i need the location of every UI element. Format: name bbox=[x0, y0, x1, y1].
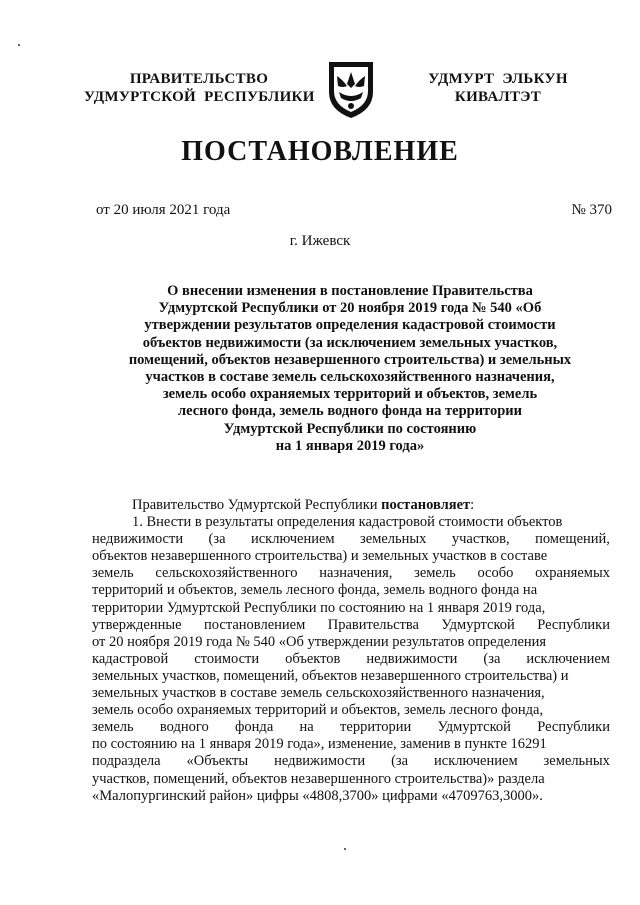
body-line: территории Удмуртской Республики по состоянию на 1 января 2019 года, bbox=[92, 599, 546, 616]
body-word: водного bbox=[159, 719, 209, 736]
intro-suffix: : bbox=[470, 497, 475, 513]
body-line bbox=[92, 753, 610, 770]
body-line: объектов незавершенного строительства) и земельных участков в составе bbox=[92, 548, 548, 565]
body-word: Республики bbox=[537, 719, 610, 736]
body-word: стоимости bbox=[194, 650, 260, 667]
body-word: земельных bbox=[360, 531, 427, 548]
subject-line: земель особо охраняемых территорий и объектов, земель bbox=[162, 386, 538, 403]
body-word: утвержденные bbox=[92, 616, 182, 633]
subject-line: лесного фонда, земель водного фонда на территории bbox=[177, 403, 523, 420]
body-line: 1. Внести в результаты определения кадастровой стоимости объектов bbox=[132, 514, 563, 531]
body-line: земельных участков в составе земель сельскохозяйственного назначения, bbox=[92, 685, 545, 702]
subject-line: Удмуртской Республики от 20 ноября 2019 года № 540 «Об bbox=[158, 300, 542, 317]
body-word: исключением bbox=[250, 531, 335, 548]
subject-line: на 1 января 2019 года» bbox=[275, 437, 425, 454]
body-word: Удмуртской bbox=[441, 616, 515, 633]
body-word: объектов bbox=[285, 650, 341, 667]
body-word: (за bbox=[483, 650, 501, 667]
subject-line: помещений, объектов незавершенного строительства) и земельных bbox=[128, 351, 572, 368]
scan-speck bbox=[344, 848, 346, 850]
body-word: кадастровой bbox=[92, 650, 169, 667]
header-right-line-2: КИВАЛТЭТ bbox=[454, 89, 542, 105]
body-word: помещений, bbox=[535, 531, 610, 548]
body-word: исключением bbox=[434, 753, 518, 770]
subject-line: О внесении изменения в постановление Правительства bbox=[167, 283, 533, 299]
body-word: охраняемых bbox=[535, 565, 610, 582]
subject-line: утверждении результатов определения кадастровой стоимости bbox=[144, 317, 556, 334]
subject-line: Удмуртской Республики по состоянию bbox=[223, 420, 477, 437]
document-number: № 370 bbox=[571, 202, 612, 218]
body-line bbox=[92, 651, 610, 668]
body-word: исключением bbox=[526, 650, 610, 667]
body-line: земельных участков, помещений, объектов незавершенного строительства) и bbox=[92, 667, 569, 684]
header-right-line-1: УДМУРТ ЭЛЬКУН bbox=[428, 71, 568, 87]
intro-verb: постановляет bbox=[381, 497, 471, 513]
body-word: земель bbox=[92, 719, 134, 736]
body-word: назначения, bbox=[319, 565, 393, 582]
intro-paragraph bbox=[92, 497, 610, 514]
body-line: от 20 ноября 2019 года № 540 «Об утверждении результатов определения bbox=[92, 633, 547, 650]
body-word: фонда bbox=[235, 719, 274, 736]
body-word: недвижимости bbox=[274, 753, 366, 770]
body-word: недвижимости bbox=[366, 650, 458, 667]
coat-of-arms-emblem bbox=[325, 58, 377, 120]
body-word: участков, bbox=[451, 531, 510, 548]
header-left-line-2: УДМУРТСКОЙ РЕСПУБЛИКИ bbox=[84, 89, 315, 105]
body-word: земельных bbox=[543, 753, 610, 770]
body-word: земель bbox=[414, 565, 456, 582]
body-word: особо bbox=[477, 565, 514, 582]
body-word: территории bbox=[340, 719, 412, 736]
document-subject bbox=[110, 283, 590, 455]
body-word: Удмуртской bbox=[437, 719, 511, 736]
body-word: подраздела bbox=[92, 753, 161, 770]
header-left-line-1: ПРАВИТЕЛЬСТВО bbox=[129, 71, 269, 87]
subject-line: объектов недвижимости (за исключением земельных участков, bbox=[142, 334, 558, 351]
body-word: «Объекты bbox=[186, 753, 249, 770]
scan-speck bbox=[18, 44, 20, 46]
body-line: по состоянию на 1 января 2019 года», изменение, заменив в пункте 16291 bbox=[92, 736, 547, 753]
document-date: от 20 июля 2021 года bbox=[96, 202, 231, 218]
body-line: «Малопургинский район» цифры «4808,3700» цифрами «4709763,3000». bbox=[92, 787, 543, 804]
body-word: на bbox=[299, 719, 314, 736]
intro-prefix: Правительство Удмуртской Республики bbox=[132, 497, 382, 513]
body-word: сельскохозяйственного bbox=[155, 565, 298, 582]
body-word: недвижимости bbox=[92, 531, 184, 548]
body-line bbox=[92, 531, 610, 548]
document-city: г. Ижевск bbox=[289, 233, 351, 249]
body-word: земель bbox=[92, 565, 134, 582]
body-line: земель особо охраняемых территорий и объектов, земель лесного фонда, bbox=[92, 702, 544, 719]
body-line: территорий и объектов, земель лесного фонда, земель водного фонда на bbox=[92, 582, 538, 599]
body-word: (за bbox=[391, 753, 409, 770]
resolution-paragraph bbox=[92, 514, 610, 805]
header-right-authority bbox=[418, 70, 578, 106]
document-title: ПОСТАНОВЛЕНИЕ bbox=[181, 136, 459, 167]
body-word: постановлением bbox=[204, 616, 306, 633]
body-word: Правительства bbox=[327, 616, 419, 633]
body-line: участков, помещений, объектов незавершенного строительства)» раздела bbox=[92, 770, 545, 787]
body-line bbox=[92, 719, 610, 736]
body-word: Республики bbox=[537, 616, 610, 633]
document-body bbox=[92, 497, 610, 805]
header-left-authority bbox=[84, 70, 314, 106]
body-line bbox=[92, 565, 610, 582]
body-line bbox=[92, 617, 610, 634]
body-word: (за bbox=[208, 531, 226, 548]
subject-line: участков в составе земель сельскохозяйственного назначения, bbox=[145, 369, 555, 386]
